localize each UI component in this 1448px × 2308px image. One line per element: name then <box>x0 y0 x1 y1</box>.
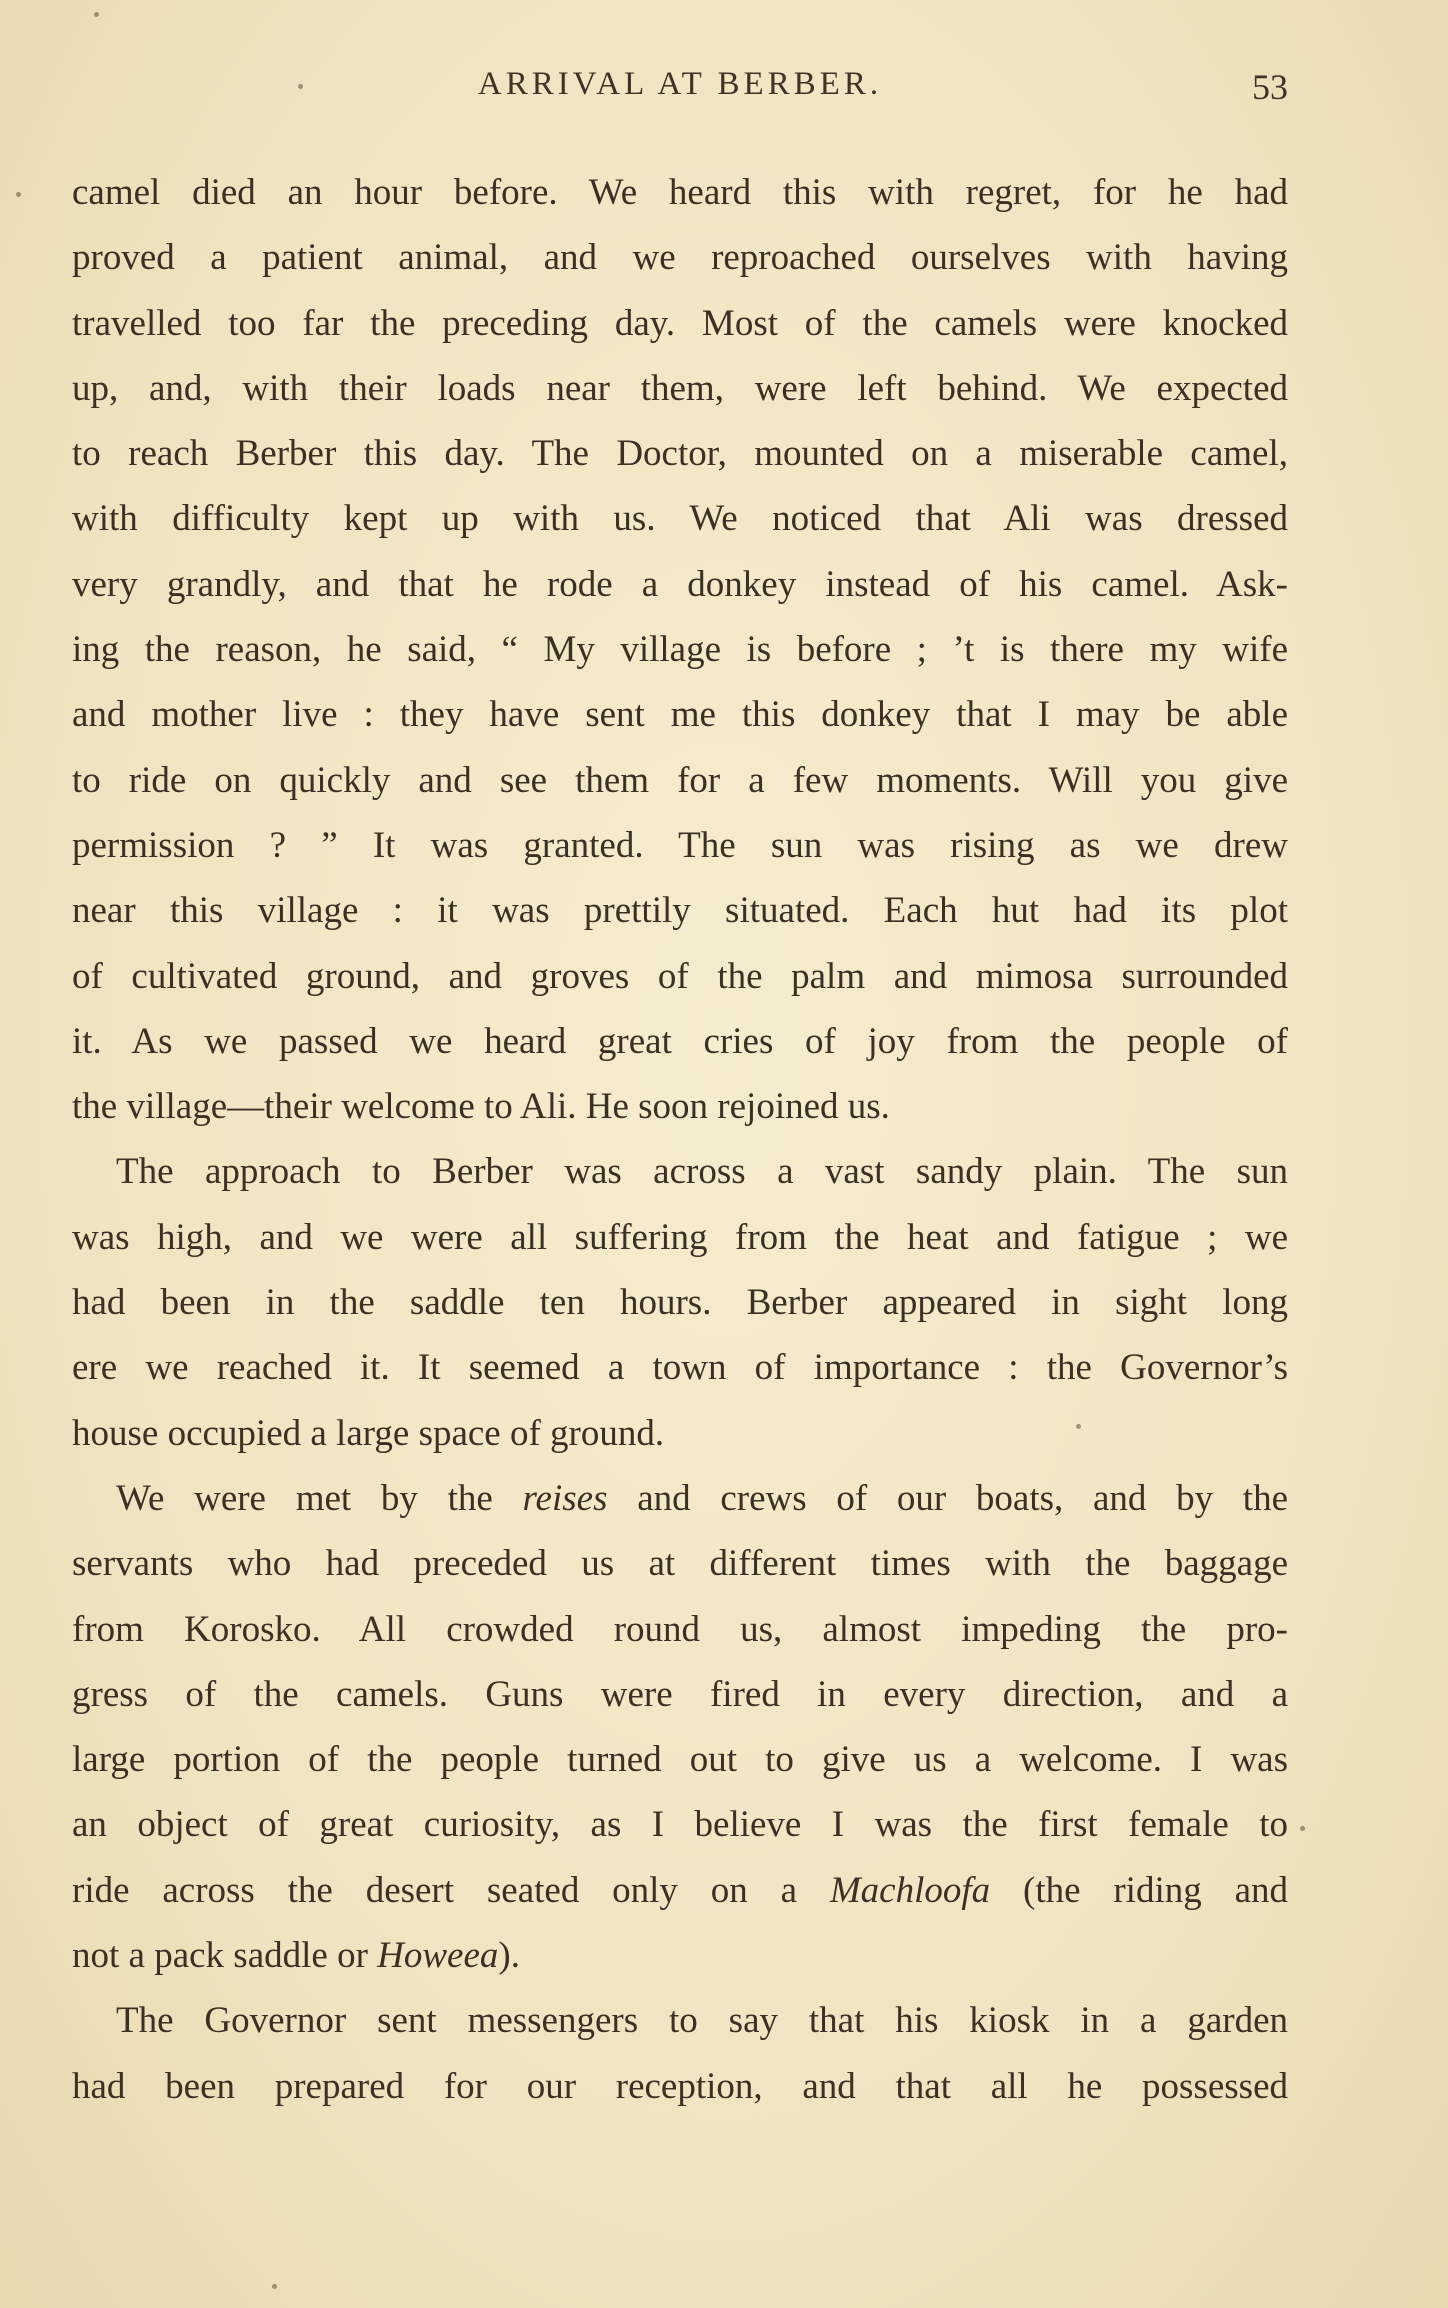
text-line: from Korosko. All crowded round us, almost impeding the pro- <box>72 1608 1288 1650</box>
text-line <box>72 1858 1288 1923</box>
text-line: ere we reached it. It seemed a town of importance : the Governor’s <box>72 1347 1288 1389</box>
running-head <box>72 66 1288 122</box>
text-line: an object of great curiosity, as I believe I was the first female to <box>72 1804 1288 1846</box>
text-run: (the riding and <box>990 1869 1288 1911</box>
text-line: house occupied a large space of ground. <box>72 1412 665 1454</box>
text-line: with difficulty kept up with us. We noticed that Ali was dressed <box>72 498 1288 540</box>
text-line <box>72 1923 1288 1988</box>
running-title: ARRIVAL AT BERBER. <box>477 66 883 102</box>
text-line: to reach Berber this day. The Doctor, mounted on a miserable camel, <box>72 433 1288 475</box>
text-line: very grandly, and that he rode a donkey instead of his camel. Ask- <box>72 563 1288 605</box>
text-line: up, and, with their loads near them, were left behind. We expected <box>72 367 1288 409</box>
text-run: We were met by the <box>116 1477 523 1519</box>
body-text <box>72 160 1288 2119</box>
text-line: of cultivated ground, and groves of the palm and mimosa surrounded <box>72 955 1288 997</box>
text-line: The approach to Berber was across a vast sandy plain. The sun <box>116 1151 1288 1193</box>
text-line <box>72 1466 1288 1531</box>
paper-speck <box>298 84 303 89</box>
text-line: permission ? ” It was granted. The sun was rising as we drew <box>72 824 1288 866</box>
paper-speck <box>272 2284 277 2289</box>
text-run: and crews of our boats, and by the <box>607 1477 1289 1519</box>
text-run: not a pack saddle or <box>72 1935 378 1977</box>
paper-speck <box>16 192 21 197</box>
text-line: large portion of the people turned out to give us a welcome. I was <box>72 1739 1288 1781</box>
text-line: had been prepared for our reception, and that all he possessed <box>72 2065 1288 2107</box>
italic-term: Machloofa <box>829 1869 991 1911</box>
text-line: was high, and we were all suffering from the heat and fatigue ; we <box>72 1216 1288 1258</box>
paper-speck <box>94 12 99 17</box>
text-line: the village—their welcome to Ali. He soon rejoined us. <box>72 1086 890 1128</box>
text-line: travelled too far the preceding day. Most of the camels were knocked <box>72 302 1288 344</box>
page-number: 53 <box>1252 67 1288 107</box>
italic-term: reises <box>522 1477 608 1519</box>
paper-speck <box>1076 1424 1081 1429</box>
text-line: proved a patient animal, and we reproached ourselves with having <box>72 237 1288 279</box>
text-line: had been in the saddle ten hours. Berber appeared in sight long <box>72 1282 1288 1324</box>
text-line: and mother live : they have sent me this donkey that I may be able <box>72 694 1288 736</box>
text-line: near this village : it was prettily situated. Each hut had its plot <box>72 890 1288 932</box>
text-line: servants who had preceded us at different times with the baggage <box>72 1543 1288 1585</box>
text-run: ride across the desert seated only on a <box>72 1869 830 1911</box>
italic-term: Howeea <box>377 1935 499 1977</box>
text-line: ing the reason, he said, “ My village is before ; ’t is there my wife <box>72 629 1288 671</box>
text-line: The Governor sent messengers to say that his kiosk in a garden <box>116 2000 1288 2042</box>
paper-speck <box>1300 1826 1305 1831</box>
text-line: gress of the camels. Guns were fired in every direction, and a <box>72 1673 1288 1715</box>
text-line: it. As we passed we heard great cries of joy from the people of <box>72 1020 1288 1062</box>
text-run: ). <box>498 1935 520 1977</box>
text-line: to ride on quickly and see them for a few moments. Will you give <box>72 759 1288 801</box>
text-line: camel died an hour before. We heard this with regret, for he had <box>72 172 1288 213</box>
